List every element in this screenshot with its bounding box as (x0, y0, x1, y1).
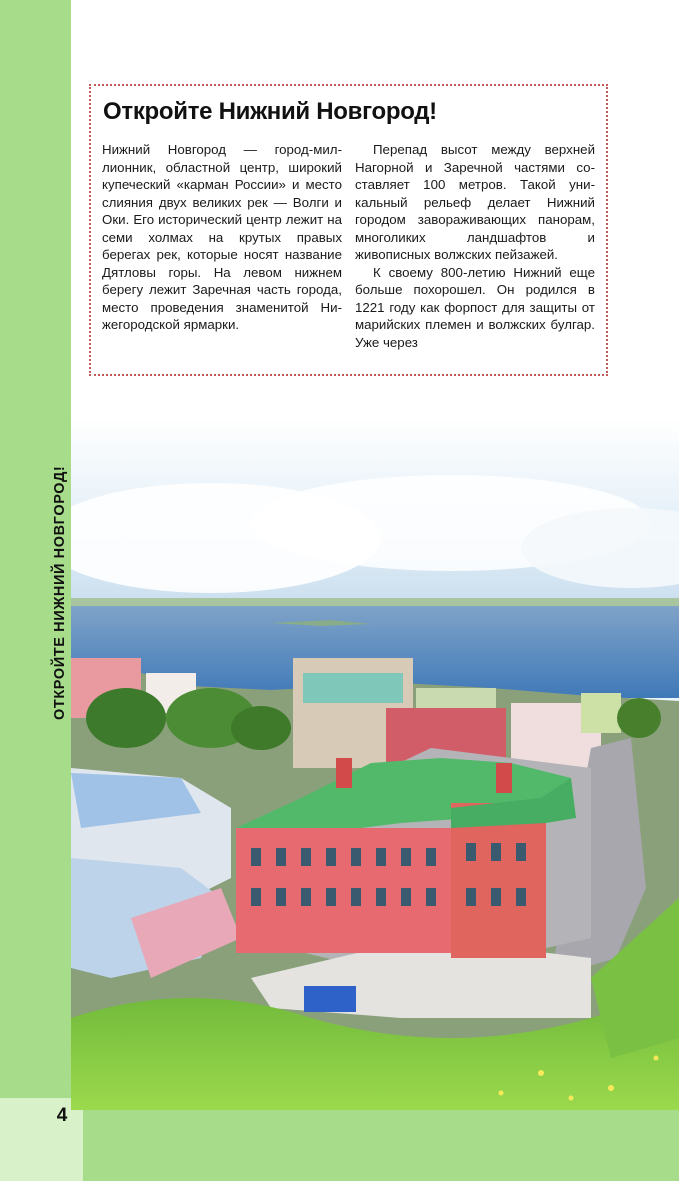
paragraph: Нижний Новгород — город-миллионник, областной центр, широкий купеческий «карман России» и место слияния двух великих рек — Волги и Оки. Его исторический центр лежит на семи холмах на крутых правых берегах рек, которые носят название Дятловы горы. На левом нижнем берегу лежит Заречная часть города, место проведения знаменитой Нижегородской ярмарки. (102, 142, 342, 333)
bottom-color-bar (71, 1110, 679, 1181)
intro-text-box (89, 84, 608, 376)
text-column-left (102, 141, 342, 371)
paragraph: Перепад высот между верхней Нагорной и Заречной частями составляет 100 метров. Такой уникальный рельеф делает Нижний городом завораживающих панорам, многоликих ландшафтов и живописных волжских пейзажей. (355, 142, 595, 263)
box-title: Откройте Нижний Новгород! (103, 98, 437, 125)
running-head: ОТКРОЙТЕ НИЖНИЙ НОВГОРОД! (52, 465, 68, 720)
paragraph: К своему 800-летию Нижний еще больше похорошел. Он родился в 1221 году как форпост для защиты от марийских племен и волжских булгар. Уже через (355, 264, 595, 351)
city-panorama-photo (71, 418, 679, 1110)
text-column-right (355, 141, 595, 371)
page-number: 4 (56, 1105, 68, 1126)
